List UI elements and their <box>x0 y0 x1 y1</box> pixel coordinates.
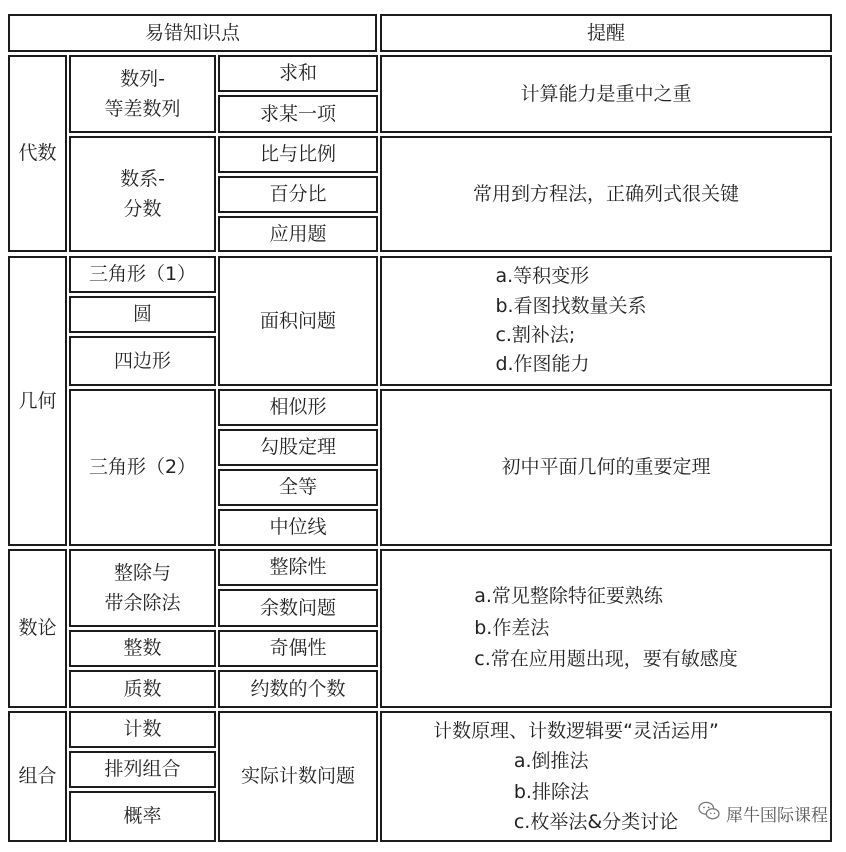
sub-ratio <box>218 136 378 173</box>
tip-sequence <box>380 55 832 133</box>
topic-counting-label: 计数 <box>123 718 162 741</box>
tip-combinatorics-list <box>433 716 719 836</box>
tip-combinatorics-item: b.排除法 <box>513 780 589 803</box>
topic-triangle-1-label: 三角形（1） <box>88 263 197 286</box>
tip-number-theory-item: b.作差法 <box>474 616 550 639</box>
topic-probability <box>69 791 216 842</box>
tip-number-system-text: 常用到方程法，正确列式很关键 <box>472 182 739 205</box>
tip-combinatorics-item: a.倒推法 <box>513 750 589 773</box>
category-number-theory <box>8 549 67 708</box>
topic-triangle-2 <box>69 389 216 546</box>
sub-counting-problems-label: 实际计数问题 <box>240 765 355 788</box>
sub-percentage-label: 百分比 <box>269 183 327 206</box>
topic-counting <box>69 711 216 748</box>
category-combinatorics-label: 组合 <box>18 765 57 788</box>
topic-sequence <box>69 55 216 133</box>
sub-word-problems-label: 应用题 <box>269 222 327 245</box>
tip-number-theory <box>380 549 832 708</box>
topic-circle-label: 圆 <box>132 303 152 326</box>
topic-number-system-line1: 数系- <box>120 167 165 190</box>
sub-parity-label: 奇偶性 <box>269 637 327 660</box>
sub-counting-problems <box>218 711 378 842</box>
topic-permutation <box>69 751 216 788</box>
sub-congruent <box>218 469 378 506</box>
tip-area-item: c.割补法; <box>495 324 576 346</box>
sub-divisibility <box>218 549 378 586</box>
sub-nth-term <box>218 95 378 133</box>
tip-area-item: a.等积变形 <box>495 265 590 288</box>
sub-pythagorean <box>218 429 378 466</box>
tip-combinatorics-methods <box>474 746 678 836</box>
sub-similar <box>218 389 378 426</box>
category-algebra <box>8 55 67 252</box>
sub-similar-label: 相似形 <box>269 396 327 419</box>
category-combinatorics <box>8 711 67 842</box>
topic-number-system-line2: 分数 <box>123 198 162 220</box>
sub-sum <box>218 55 378 92</box>
topic-quadrilateral-label: 四边形 <box>113 349 171 372</box>
topic-permutation-label: 排列组合 <box>104 758 181 781</box>
topic-triangle-1 <box>69 256 216 293</box>
topic-integer <box>69 630 216 667</box>
tip-number-theory-item: c.常在应用题出现，要有敏感度 <box>474 648 738 671</box>
topic-prime-label: 质数 <box>123 677 162 700</box>
sub-divisor-count <box>218 670 378 708</box>
topic-quadrilateral <box>69 336 216 386</box>
topic-probability-label: 概率 <box>123 805 162 828</box>
watermark <box>698 801 828 826</box>
tip-triangle-2 <box>380 389 832 546</box>
tip-combinatorics-item: c.枚举法&分类讨论 <box>513 810 679 833</box>
sub-pythagorean-label: 勾股定理 <box>259 436 336 459</box>
topic-prime <box>69 670 216 708</box>
sub-remainder <box>218 589 378 627</box>
watermark-text: 犀牛国际课程 <box>726 806 828 826</box>
topic-integer-label: 整数 <box>123 637 162 660</box>
sub-midline <box>218 509 378 546</box>
header-col2-label: 提醒 <box>586 21 625 44</box>
tip-triangle-2-text: 初中平面几何的重要定理 <box>501 456 711 479</box>
category-geometry <box>8 256 67 546</box>
sub-congruent-label: 全等 <box>278 476 317 499</box>
sub-remainder-label: 余数问题 <box>259 596 336 619</box>
header-col1-label: 易错知识点 <box>144 21 240 44</box>
sub-ratio-label: 比与比例 <box>259 143 336 166</box>
topic-number-system <box>69 136 216 252</box>
sub-parity <box>218 630 378 667</box>
category-geometry-label: 几何 <box>18 389 57 412</box>
tip-area-list <box>495 262 646 380</box>
tip-combinatorics-head: 计数原理、计数逻辑要“灵活运用” <box>433 720 719 743</box>
tip-number-system <box>380 136 832 252</box>
sub-percentage <box>218 176 378 213</box>
topic-divisibility <box>69 549 216 627</box>
tip-area-item: d.作图能力 <box>495 353 590 376</box>
category-algebra-label: 代数 <box>18 142 57 165</box>
sub-area-problems <box>218 256 378 386</box>
tip-sequence-text: 计算能力是重中之重 <box>520 82 692 105</box>
sub-midline-label: 中位线 <box>269 516 327 539</box>
tip-number-theory-item: a.常见整除特征要熟练 <box>474 585 663 608</box>
tip-area <box>380 256 832 386</box>
sub-word-problems <box>218 216 378 252</box>
topic-divisibility-line2: 带余除法 <box>104 592 181 614</box>
topic-divisibility-line1: 整除与 <box>113 561 171 584</box>
topic-sequence-line2: 等差数列 <box>104 98 181 120</box>
sub-area-problems-label: 面积问题 <box>259 309 336 332</box>
wechat-icon <box>698 801 720 826</box>
tip-area-item: b.看图找数量关系 <box>495 294 647 317</box>
header-reminder <box>380 14 832 52</box>
category-number-theory-label: 数论 <box>18 617 57 640</box>
sub-sum-label: 求和 <box>278 62 317 85</box>
header-knowledge-points <box>8 14 377 52</box>
sub-divisor-count-label: 约数的个数 <box>250 677 346 700</box>
tip-number-theory-list <box>474 581 738 675</box>
topic-circle <box>69 296 216 333</box>
sub-nth-term-label: 求某一项 <box>259 102 336 125</box>
topic-sequence-line1: 数列- <box>120 67 165 90</box>
sub-divisibility-label: 整除性 <box>269 556 327 579</box>
topic-triangle-2-label: 三角形（2） <box>88 456 197 479</box>
